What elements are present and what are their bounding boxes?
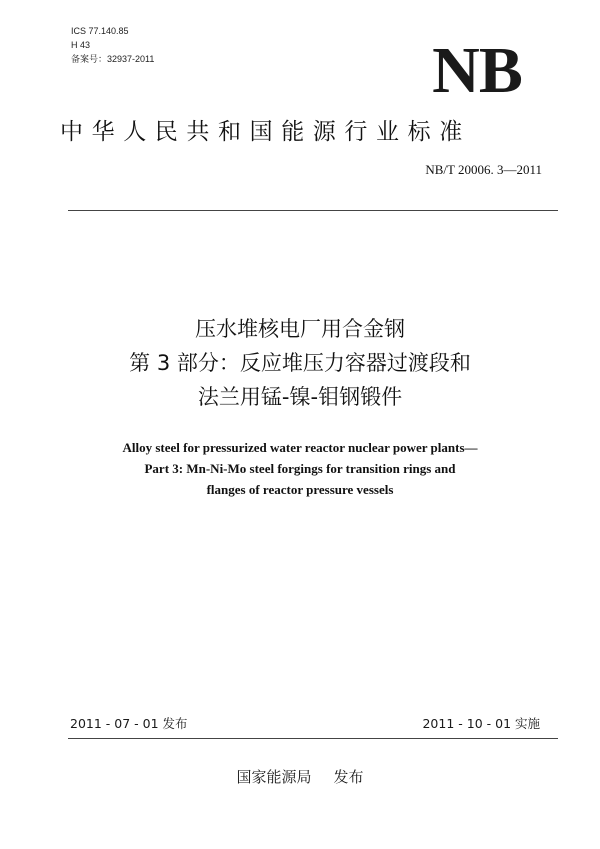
issuer-name: 国家能源局 — [236, 768, 312, 786]
nb-logo-text: NB — [432, 40, 522, 102]
bottom-divider — [68, 738, 558, 739]
standard-number: NB/T 20006. 3—2011 — [425, 162, 542, 177]
effective-date: 2011 - 10 - 01 实施 — [422, 716, 540, 731]
issue-date: 2011 - 07 - 01 发布 — [70, 716, 188, 731]
title-chinese-line-3: 法兰用锰-镍-钼钢锻件 — [197, 385, 403, 409]
title-chinese — [0, 312, 600, 414]
record-number: 备案号：32937-2011 — [71, 54, 155, 64]
title-english-line-1: Alloy steel for pressurized water reactor nuclear power plants— — [122, 440, 478, 455]
title-english-line-3: flanges of reactor pressure vessels — [206, 482, 394, 497]
title-chinese-line-2: 第 3 部分：反应堆压力容器过渡段和 — [129, 351, 471, 375]
issuer-action: 发布 — [333, 768, 364, 786]
nb-logo — [410, 40, 545, 102]
ics-code: ICS 77.140.85 — [71, 26, 129, 36]
nb-logo-graphic — [410, 40, 545, 102]
top-divider — [68, 210, 558, 211]
title-english — [0, 437, 600, 500]
ccs-code: H 43 — [71, 40, 91, 50]
standard-type-title: 中华人民共和国能源行业标准 — [60, 119, 471, 145]
issuer-line — [0, 766, 600, 787]
title-english-line-2: Part 3: Mn-Ni-Mo steel forgings for transition rings and — [144, 461, 456, 476]
classification-block — [71, 24, 154, 66]
title-chinese-line-1: 压水堆核电厂用合金钢 — [195, 317, 405, 341]
